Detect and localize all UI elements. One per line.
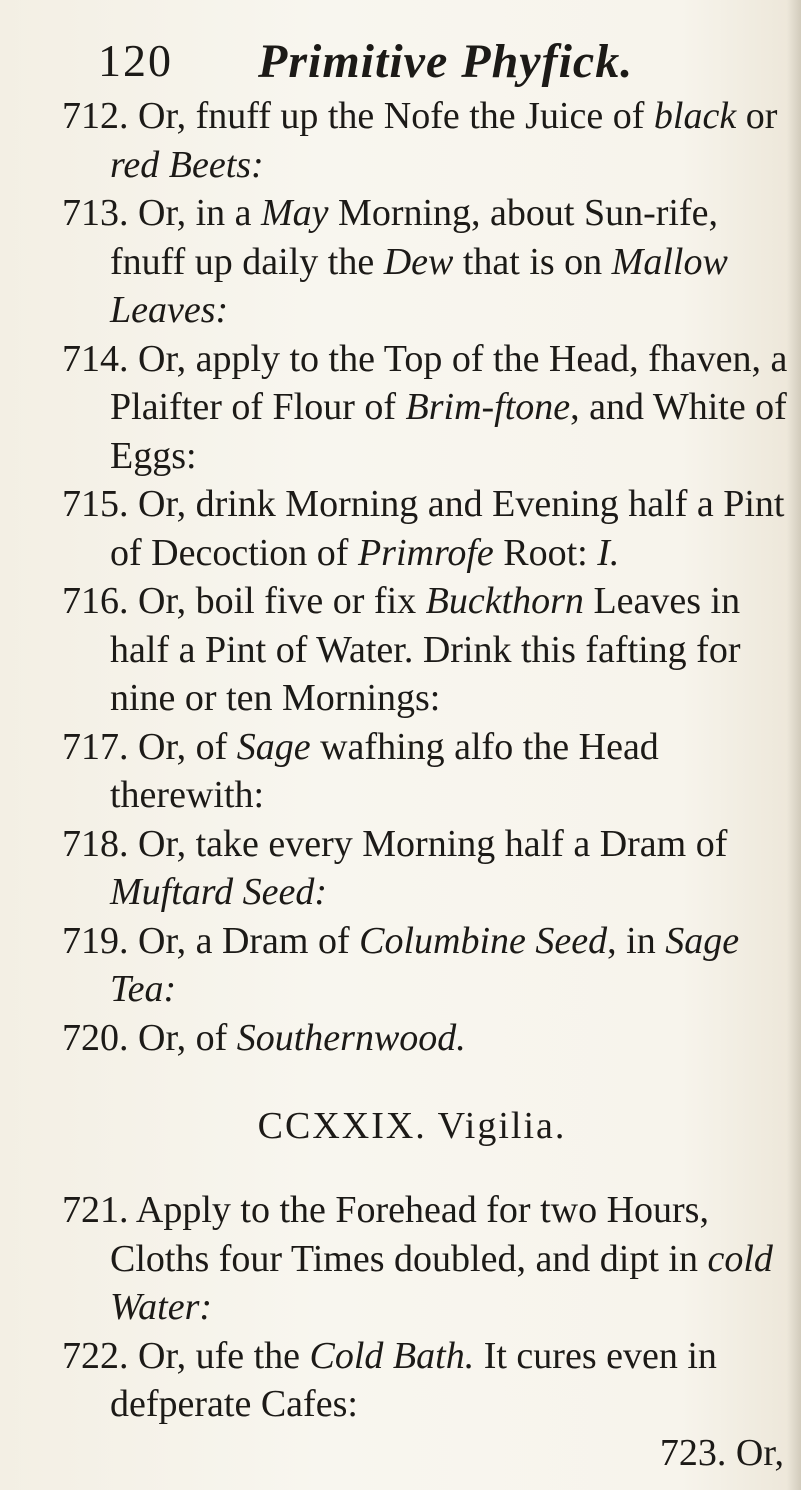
entry-text: Or, apply to the Top of the Head, fhaven, a Plaifter of Flour of	[110, 337, 788, 428]
entry-text: It cures even in defperate Cafes:	[110, 1334, 717, 1425]
entries-before-section	[62, 92, 792, 1062]
recipe-entry	[62, 1014, 792, 1063]
recipe-entry	[62, 577, 792, 723]
entry-text-italic: Mallow Leaves:	[110, 240, 728, 331]
entry-text: Or, boil five or fix	[138, 580, 426, 622]
entry-number: 715.	[62, 483, 129, 525]
recipe-entry	[62, 723, 792, 820]
entry-text: Or, fnuff up the Nofe the Juice of	[138, 95, 654, 137]
entry-text-italic: black	[653, 95, 737, 137]
entry-number: 721.	[62, 1189, 129, 1231]
entry-number: 722.	[62, 1334, 129, 1377]
entry-text: Or, take every Morning half a Dram of	[138, 822, 728, 865]
entry-text-italic: Cold Bath.	[309, 1334, 475, 1377]
entry-text: Or, ufe the	[138, 1334, 310, 1377]
entry-text-italic: Columbine Seed	[359, 919, 608, 962]
recipe-entry	[62, 820, 792, 917]
body-text	[62, 92, 792, 1477]
entry-text: Or, in a	[138, 192, 261, 234]
entry-text: Or, a Dram of	[138, 919, 360, 962]
entry-text-italic: May	[261, 192, 329, 234]
page-header	[98, 34, 778, 94]
entry-text: Leaves in half a Pint of Water. Drink this fafting for nine or ten Mornings:	[110, 580, 741, 719]
recipe-entry	[62, 189, 792, 335]
recipe-entry	[62, 335, 792, 481]
entry-text: that is on	[453, 240, 612, 283]
catchword: 723. Or,	[659, 1431, 784, 1474]
entry-text-italic: Dew	[383, 240, 454, 283]
entry-text: Or, drink Morning and Evening half a Pint of Decoction of	[110, 483, 785, 574]
entry-text-italic: Brim-ftone	[405, 386, 571, 428]
entry-number: 716.	[62, 580, 129, 622]
entry-text-italic: Primrofe	[357, 531, 494, 574]
entry-text-italic: Southernwood.	[236, 1016, 466, 1059]
entry-text: , and White of Eggs:	[110, 386, 787, 477]
entry-number: 717.	[62, 725, 129, 768]
entry-text: or	[736, 95, 778, 137]
recipe-entry	[62, 917, 792, 1014]
entry-text-italic: I.	[597, 531, 620, 574]
entry-text-italic: red Beets:	[110, 143, 264, 186]
entry-text: Or, of	[138, 725, 237, 768]
entry-number: 714.	[62, 337, 129, 380]
entry-text: Apply to the Forehead for two Hours, Cloths four Times doubled, and dipt in	[110, 1189, 709, 1280]
recipe-entry	[62, 480, 792, 577]
entry-text: , in	[607, 919, 666, 962]
entry-text-italic: Muftard Seed:	[110, 871, 328, 913]
entry-number: 713.	[62, 192, 129, 234]
section-heading: CCXXIX. Vigilia.	[257, 1105, 567, 1147]
entry-number: 712.	[62, 95, 129, 137]
entry-text: Root:	[493, 531, 598, 574]
entries-after-section	[62, 1186, 792, 1429]
entry-number: 719.	[62, 919, 129, 962]
entry-text-italic: Buckthorn	[425, 580, 584, 622]
recipe-entry	[62, 1186, 792, 1332]
entry-text-italic: Sage	[236, 725, 311, 768]
entry-text: wafhing alfo the Head therewith:	[110, 725, 659, 816]
page-number: 120	[98, 35, 173, 86]
recipe-entry	[62, 92, 792, 189]
entry-text-italic: Sage Tea:	[110, 919, 740, 1010]
entry-number: 720.	[62, 1016, 129, 1059]
entry-text-italic: cold Water:	[110, 1237, 773, 1328]
entry-number: 718.	[62, 822, 129, 865]
entry-text: Or, of	[138, 1016, 237, 1059]
recipe-entry	[62, 1332, 792, 1429]
entry-text: Morning, about Sun-rife, fnuff up daily the	[110, 192, 718, 283]
running-title: Primitive Phyfick.	[258, 35, 634, 88]
